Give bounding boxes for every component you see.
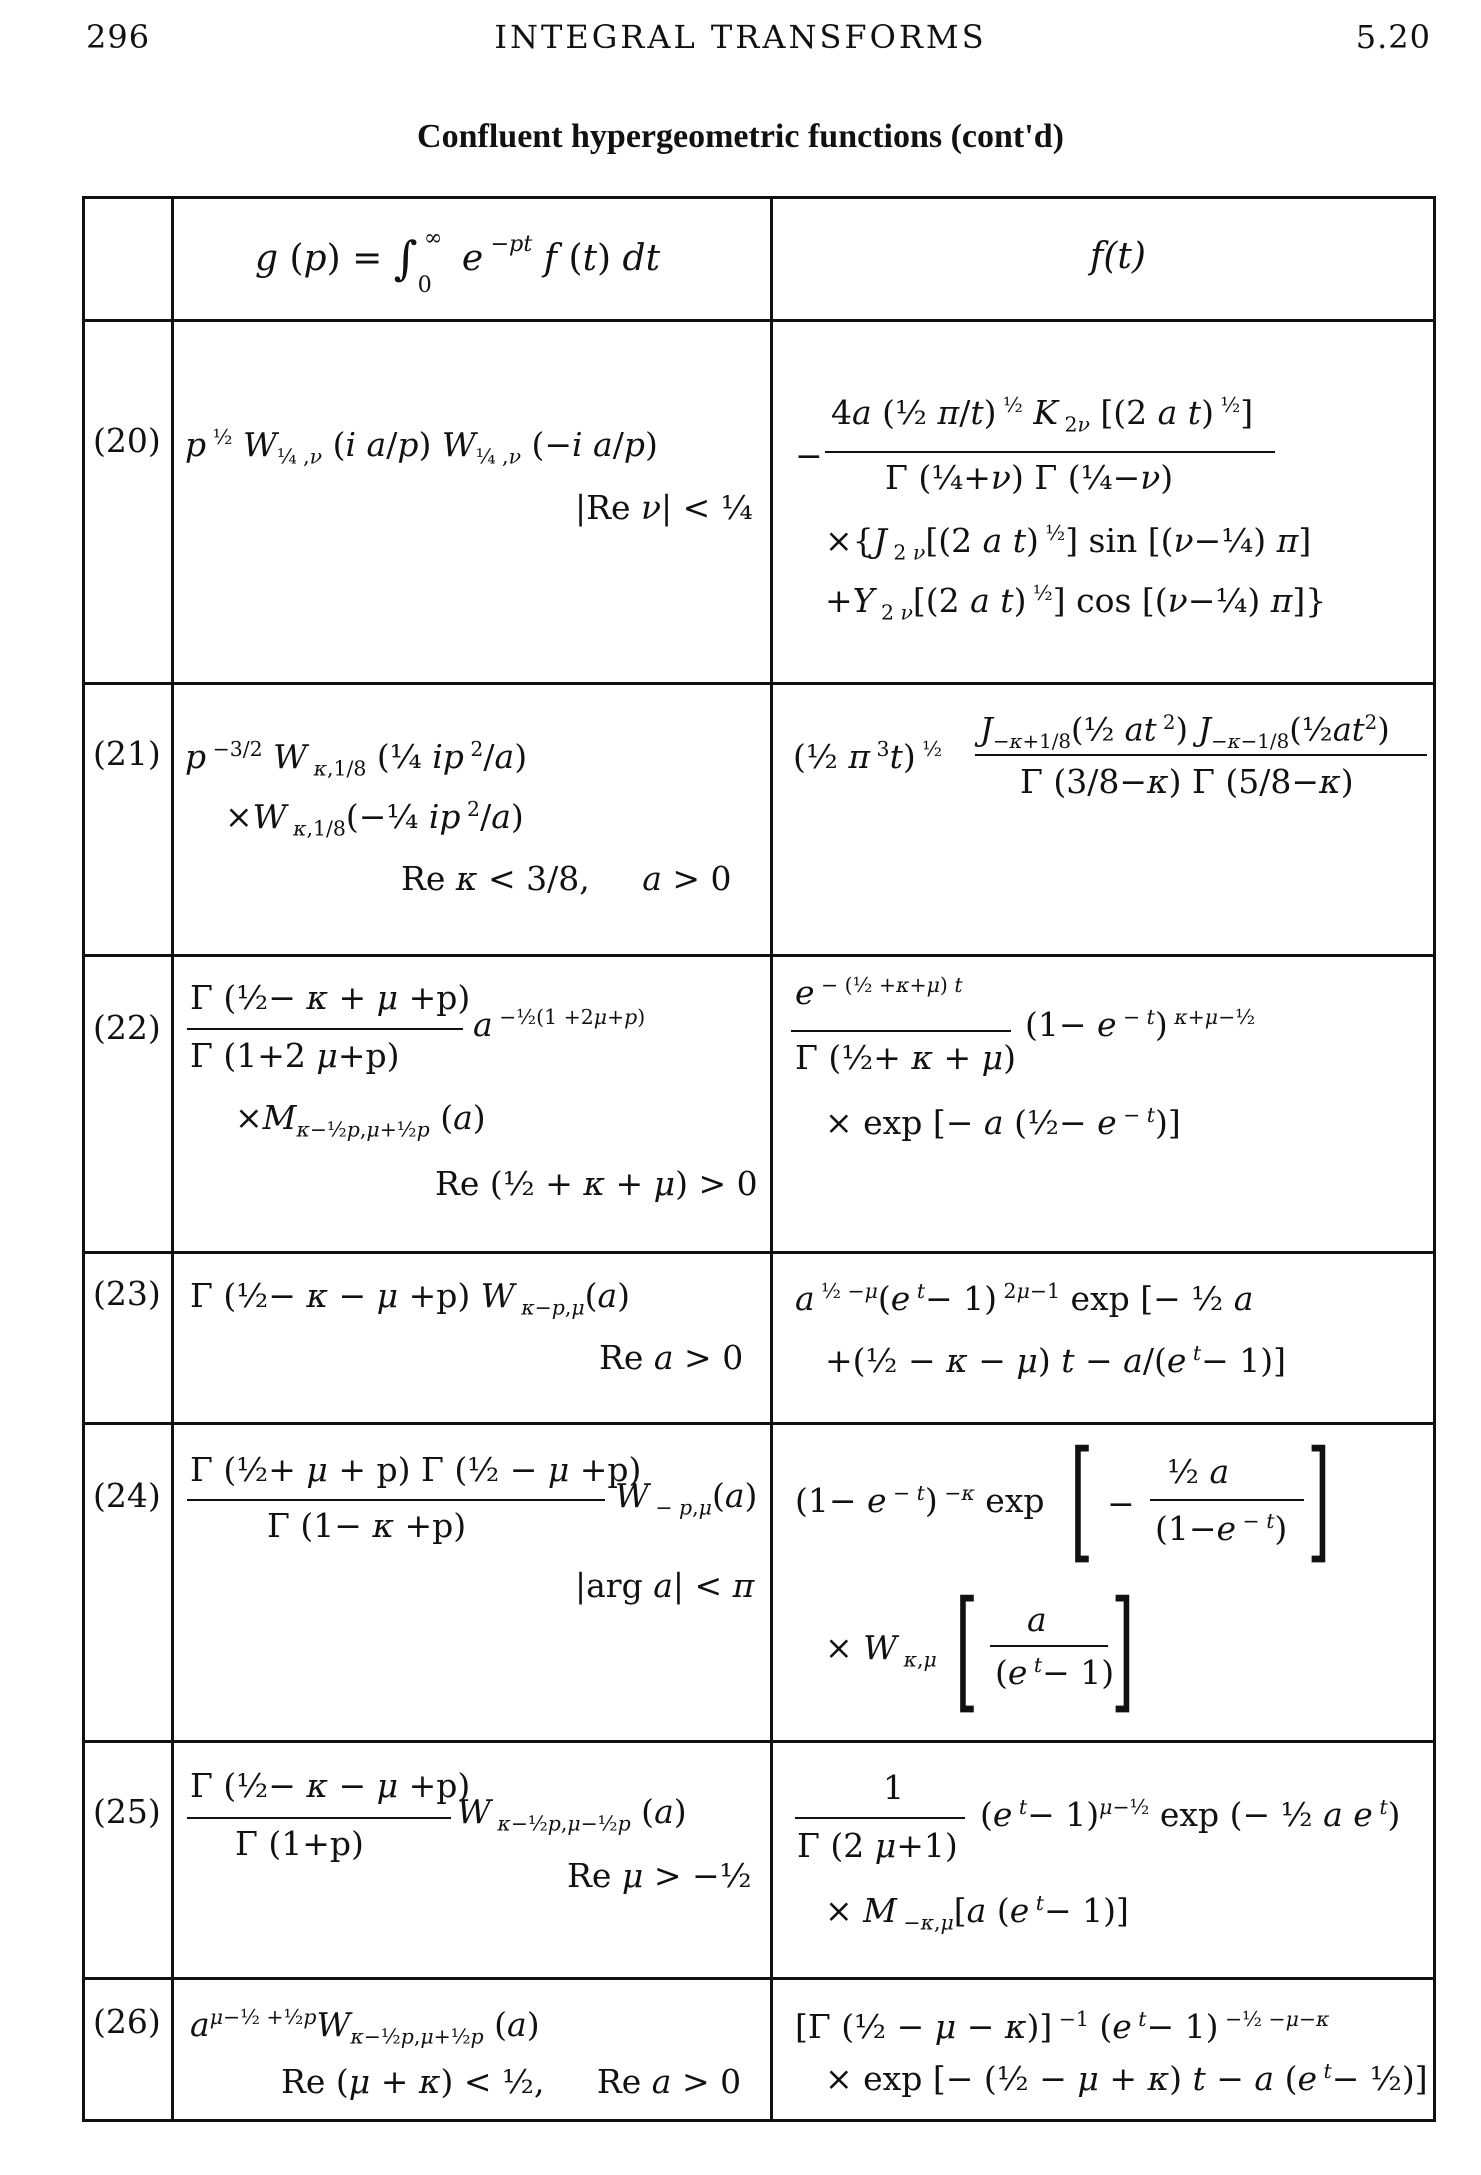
row-number: (22): [93, 1008, 161, 1047]
page-number: 296: [86, 18, 151, 56]
f-line-23a: a $^{\frac{1}{2} -\mu}$(e $^t$− 1) $^{2\mu-1}$ exp [− ½ a: [795, 1279, 1254, 1318]
f-prefactor-21: (½ π $^3$t) $^{\frac{1}{2}}$: [793, 737, 943, 776]
row-rule: [85, 1740, 1433, 1743]
g-expression-26: $a^{\mu-\frac{1}{2} +\frac{1}{2}p}W_{\kappa-\frac{1}{2}p,\mu+\frac{1}{2}p}$ (a): [190, 2005, 540, 2049]
bracket-right: ]: [1111, 1574, 1135, 1728]
row-number: (25): [93, 1792, 161, 1831]
row-rule: [85, 1422, 1433, 1425]
f-denominator-21: Γ (3/8−κ) Γ (5/8−κ): [1020, 762, 1354, 801]
f-line-20b: ×{J $_{2 \nu}$[(2 a t) $^{\frac{1}{2}}$] sin [(ν−¼) π]: [825, 521, 1312, 565]
bracket-right: ]: [1307, 1424, 1331, 1578]
g-condition-26: Re (μ + κ) < ½, Re a > 0: [281, 2062, 742, 2101]
f-line-26b: × exp [− (½ − μ + κ) t − a (e $^t$− ½)]: [825, 2059, 1428, 2098]
f-line-23b: +(½ − κ − μ) t − a/(e $^t$− 1)]: [825, 1341, 1286, 1380]
minus-sign: −: [795, 436, 823, 475]
g-numerator-24: Γ (½+ μ + p) Γ (½ − μ +p): [190, 1450, 642, 1489]
g-line-22b: $\times M_{\kappa-\frac{1}{2}p,\mu+\frac{1}{2}p}$ (a): [235, 1098, 486, 1142]
f-numerator-20: 4a (½ π/t) $^{\frac{1}{2}}$ K $_{2\nu}$ [(2 a t) $^{\frac{1}{2}}$]: [831, 393, 1254, 437]
g-expression-21: p $^{-3/2}$ W $_{\kappa,1/8}$ (¼ ip $^2$/a): [185, 737, 528, 781]
f-line-20c: +Y $_{2 \nu}$[(2 a t) $^{\frac{1}{2}}$] cos [(ν−¼) π]}: [825, 581, 1327, 625]
g-numerator-25: Γ (½− κ − μ +p): [190, 1766, 471, 1805]
f-denominator-22: Γ (½+ κ + μ): [795, 1038, 1016, 1077]
column-divider: [770, 199, 773, 2119]
f-line-24b: × W $_{\kappa,\mu}$: [825, 1628, 937, 1672]
f-line-25b: × M $_{-\kappa,\mu}$[a (e $^t$− 1)]: [825, 1891, 1129, 1935]
column-divider: [171, 199, 174, 2119]
g-condition-24: |arg a| < π: [575, 1566, 755, 1605]
f-numerator-22: e $^{- (\frac{1}{2} +\kappa+\mu) t}$: [795, 973, 963, 1012]
fraction-bar: [187, 1028, 463, 1030]
column-header-g: g $(p) = \int_0^\infty$ e $^{-pt}$ f (t) dt: [255, 225, 661, 299]
column-header-f: f(t): [1090, 236, 1146, 277]
bracket-left: [: [1070, 1424, 1094, 1578]
table-title: Confluent hypergeometric functions (cont'd): [417, 118, 1064, 155]
f-line-24a: (1− e $^{- t}$) $^{-\kappa}$ exp: [795, 1481, 1045, 1520]
row-rule: [85, 1977, 1433, 1980]
minus-sign: −: [1107, 1484, 1135, 1523]
g-denominator-24: Γ (1− κ +p): [267, 1506, 467, 1545]
bracket-left: [: [955, 1574, 979, 1728]
fraction-bar: [187, 1817, 451, 1819]
g-condition-21: Re κ < 3/8, a > 0: [401, 859, 732, 898]
row-number: (24): [93, 1476, 161, 1515]
g-denominator-25: Γ (1+p): [235, 1824, 364, 1863]
g-factor-22: a $^{-\frac{1}{2}(1 +2\mu+p)}$: [473, 1005, 646, 1044]
g-condition-23: Re a > 0: [599, 1338, 744, 1377]
g-numerator-22: Γ (½− κ + μ +p): [190, 978, 471, 1017]
f-factor-25: (e $^t$− 1)$^{\mu-\frac{1}{2}}$ exp (− ½ a e $^t$): [980, 1795, 1401, 1834]
fraction-bar: [795, 1817, 965, 1819]
f-numerator-25: 1: [883, 1768, 904, 1807]
f-numerator-21: $J_{-\kappa+1/8}(\frac{1}{2}$ at $^2$) $J_{-\kappa-1/8}(\frac{1}{2}at^2)$: [980, 710, 1390, 754]
fraction-bar: [1150, 1499, 1304, 1501]
g-condition-25: Re μ > −½: [567, 1856, 752, 1895]
g-line-21b: ×W $_{\kappa,1/8}$(−¼ ip $^2$/a): [225, 797, 524, 841]
f-denominator-24b: (e $^t$− 1): [995, 1653, 1115, 1692]
fraction-bar: [825, 451, 1275, 453]
row-rule: [85, 1251, 1433, 1254]
header-rule: [85, 319, 1433, 322]
section-number: 5.20: [1355, 18, 1431, 56]
fraction-bar: [975, 754, 1427, 756]
transform-table: [82, 196, 1436, 2122]
row-number: (23): [93, 1274, 161, 1313]
g-factor-24: W $_{- p,\mu}$(a): [615, 1476, 758, 1520]
f-denominator-25: Γ (2 μ+1): [797, 1826, 958, 1865]
f-denominator-20: Γ (¼+ν) Γ (¼−ν): [885, 458, 1174, 497]
f-line-26a: [Γ (½ − μ − κ)] $^{-1}$ (e $^t$− 1) $^{-\frac{1}{2} -\mu-\kappa}$: [795, 2007, 1330, 2046]
fraction-bar: [187, 1499, 605, 1501]
f-numerator-24b: a: [1027, 1600, 1047, 1639]
row-rule: [85, 954, 1433, 957]
row-number: (20): [93, 421, 161, 460]
f-denominator-24: (1−e $^{- t}$): [1155, 1509, 1288, 1548]
g-expression-20: p $^{\frac{1}{2}}$ $W_{\frac{1}{4} ,\nu}$ (i a/p) $W_{\frac{1}{4} ,\nu}$ (−i a/p): [185, 425, 658, 469]
f-numerator-24: ½ a: [1167, 1452, 1230, 1491]
g-condition-20: |Re ν| < ¼: [575, 488, 753, 527]
fraction-bar: [791, 1030, 1011, 1032]
running-title: INTEGRAL TRANSFORMS: [494, 18, 987, 56]
row-rule: [85, 682, 1433, 685]
g-denominator-22: Γ (1+2 μ+p): [190, 1036, 400, 1075]
fraction-bar: [990, 1645, 1108, 1647]
g-condition-22: Re (½ + κ + μ) > 0: [435, 1164, 758, 1203]
row-number: (26): [93, 2002, 161, 2041]
f-factor-22: (1− e $^{- t}$) $^{\kappa+\mu-\frac{1}{2}}$: [1025, 1005, 1256, 1044]
f-line-22b: × exp [− a (½− e $^{- t}$)]: [825, 1103, 1181, 1142]
g-expression-23: Γ (½− κ − μ +p) W $_{\kappa-p,\mu}$(a): [190, 1276, 631, 1320]
row-number: (21): [93, 734, 161, 773]
g-factor-25: W $_{\kappa-\frac{1}{2}p,\mu-\frac{1}{2}p}$ (a): [457, 1792, 687, 1836]
